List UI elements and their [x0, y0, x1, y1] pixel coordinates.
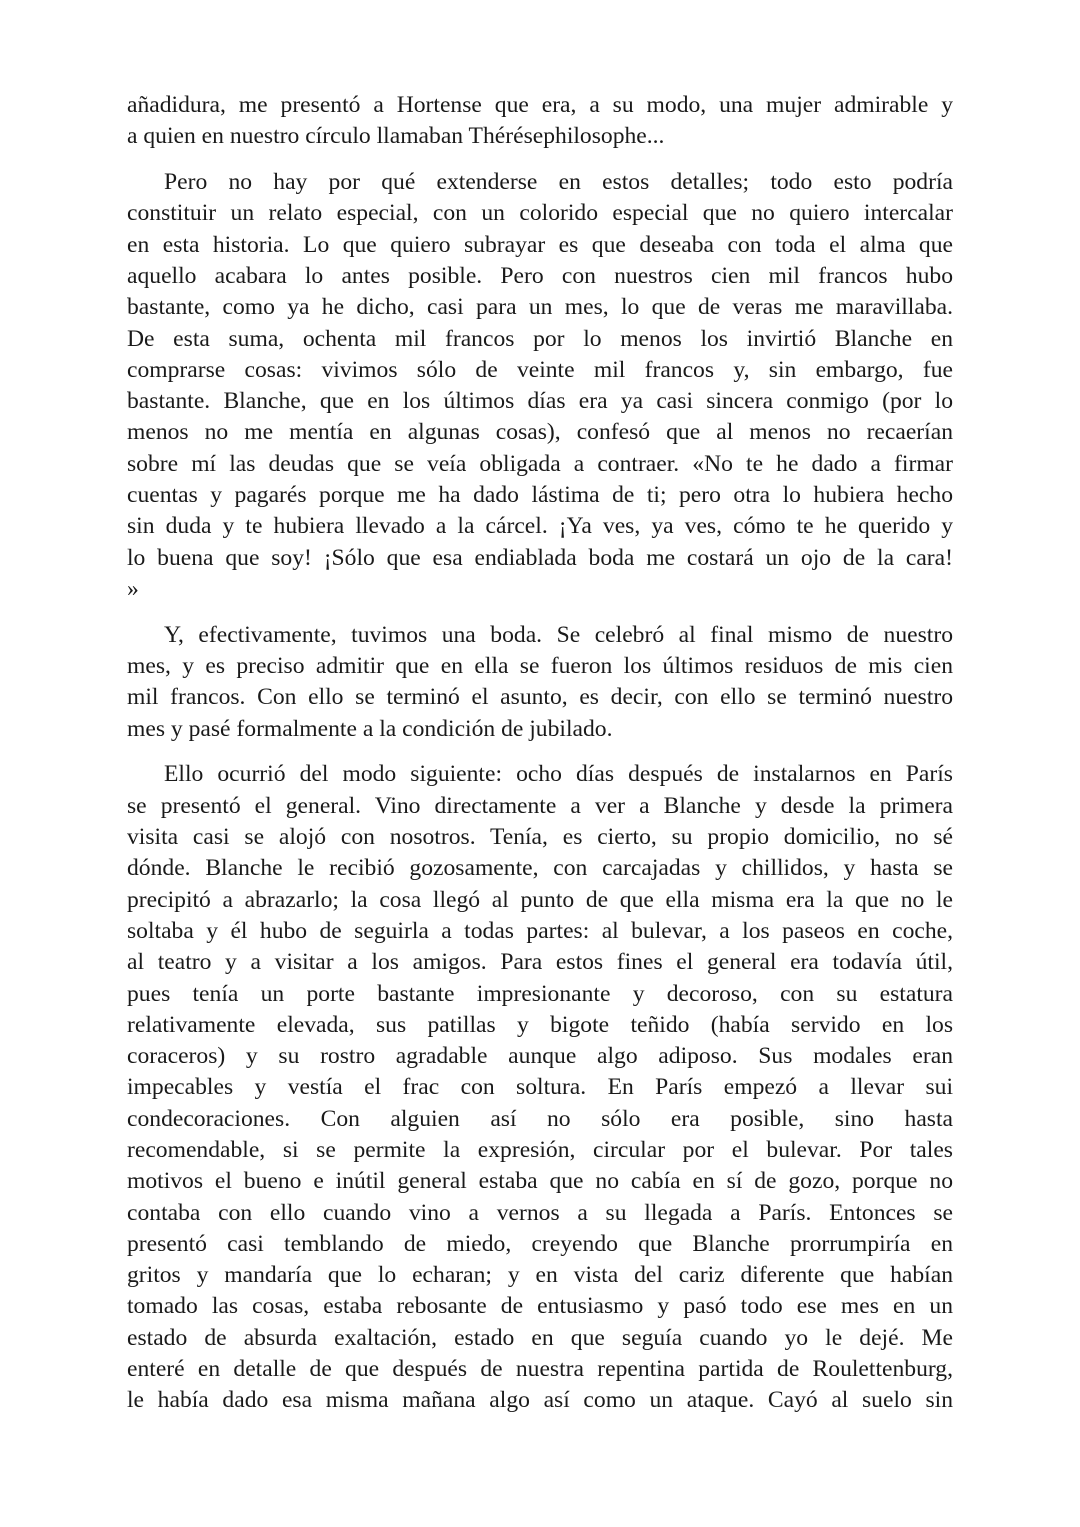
text-line: mes y pasé formalmente a la condición de jubilado. — [127, 715, 613, 742]
text-line: dónde. Blanche le recibió gozosamente, con carcajadas y chillidos, y hasta se — [127, 855, 953, 882]
text-line: gritos y mandaría que lo echaran; y en vista del cariz diferente que habían — [127, 1262, 953, 1289]
text-line: en esta historia. Lo que quiero subrayar es que deseaba con toda el alma que — [127, 231, 953, 258]
text-line: » — [127, 575, 139, 602]
text-line: condecoraciones. Con alguien así no sólo era posible, sino hasta — [127, 1105, 953, 1132]
text-line: Pero no hay por qué extenderse en estos detalles; todo esto podría — [164, 169, 953, 196]
text-line: sin duda y te hubiera llevado a la cárcel. ¡Ya ves, ya ves, cómo te he querido y — [127, 513, 953, 540]
text-line: constituir un relato especial, con un colorido especial que no quiero intercalar — [127, 200, 953, 227]
text-line: mil francos. Con ello se terminó el asunto, es decir, con ello se terminó nuestro — [127, 684, 953, 711]
text-line: comprarse cosas: vivimos sólo de veinte mil francos y, sin embargo, fue — [127, 356, 953, 383]
text-line: motivos el bueno e inútil general estaba que no cabía en sí de gozo, porque no — [127, 1168, 953, 1195]
paragraph — [127, 90, 953, 153]
document-page — [127, 90, 953, 1431]
paragraph — [127, 167, 953, 605]
text-line: pues tenía un porte bastante impresionante y decoroso, con su estatura — [127, 980, 953, 1007]
text-line: visita casi se alojó con nosotros. Tenía, es cierto, su propio domicilio, no sé — [127, 824, 953, 851]
text-line: cuentas y pagarés porque me ha dado lástima de ti; pero otra lo hubiera hecho — [127, 482, 953, 509]
text-line: bastante, como ya he dicho, casi para un mes, lo que de veras me maravillaba. — [127, 294, 953, 321]
text-line: aquello acabara lo antes posible. Pero con nuestros cien mil francos hubo — [127, 262, 953, 289]
paragraph — [127, 759, 953, 1416]
text-line: Y, efectivamente, tuvimos una boda. Se celebró al final mismo de nuestro — [164, 621, 953, 648]
text-line: menos no me mentía en algunas cosas), confesó que al menos no recaerían — [127, 419, 953, 446]
text-line: impecables y vestía el frac con soltura. En París empezó a llevar sui — [127, 1074, 953, 1101]
text-line: le había dado esa misma mañana algo así como un ataque. Cayó al suelo sin — [127, 1387, 953, 1414]
text-line: recomendable, si se permite la expresión, circular por el bulevar. Por tales — [127, 1137, 953, 1163]
text-line: soltaba y él hubo de seguirla a todas partes: al bulevar, a los paseos en coche, — [127, 917, 953, 944]
text-line: añadidura, me presentó a Hortense que era, a su modo, una mujer admirable y — [127, 92, 953, 118]
text-line: coraceros) y su rostro agradable aunque algo adiposo. Sus modales eran — [127, 1043, 953, 1070]
text-line: sobre mí las deudas que se veía obligada a contraer. «No te he dado a firmar — [127, 450, 953, 477]
text-line: relativamente elevada, sus patillas y bigote teñido (había servido en los — [127, 1011, 953, 1038]
text-line: lo buena que soy! ¡Sólo que esa endiablada boda me costará un ojo de la cara! — [127, 544, 953, 571]
text-line: estado de absurda exaltación, estado en que seguía cuando yo le dejé. Me — [127, 1324, 953, 1351]
text-line: a quien en nuestro círculo llamaban Thérésephilosophe... — [127, 123, 665, 150]
paragraph — [127, 620, 953, 745]
text-line: Ello ocurrió del modo siguiente: ocho días después de instalarnos en París — [164, 761, 953, 788]
text-line: se presentó el general. Vino directamente a ver a Blanche y desde la primera — [127, 792, 953, 819]
text-line: tomado las cosas, estaba rebosante de entusiasmo y pasó todo ese mes en un — [127, 1293, 953, 1320]
text-line: precipitó a abrazarlo; la cosa llegó al punto de que ella misma era la que no le — [127, 886, 953, 913]
text-line: bastante. Blanche, que en los últimos días era ya casi sincera conmigo (por lo — [127, 388, 953, 415]
text-line: al teatro y a visitar a los amigos. Para estos fines el general era todavía útil, — [127, 949, 953, 976]
text-line: contaba con ello cuando vino a vernos a su llegada a París. Entonces se — [127, 1199, 953, 1226]
text-line: De esta suma, ochenta mil francos por lo menos los invirtió Blanche en — [127, 325, 953, 352]
text-line: presentó casi temblando de miedo, creyendo que Blanche prorrumpiría en — [127, 1230, 953, 1257]
text-line: enteré en detalle de que después de nuestra repentina partida de Roulettenburg, — [127, 1356, 953, 1383]
text-line: mes, y es preciso admitir que en ella se fueron los últimos residuos de mis cien — [127, 653, 953, 680]
